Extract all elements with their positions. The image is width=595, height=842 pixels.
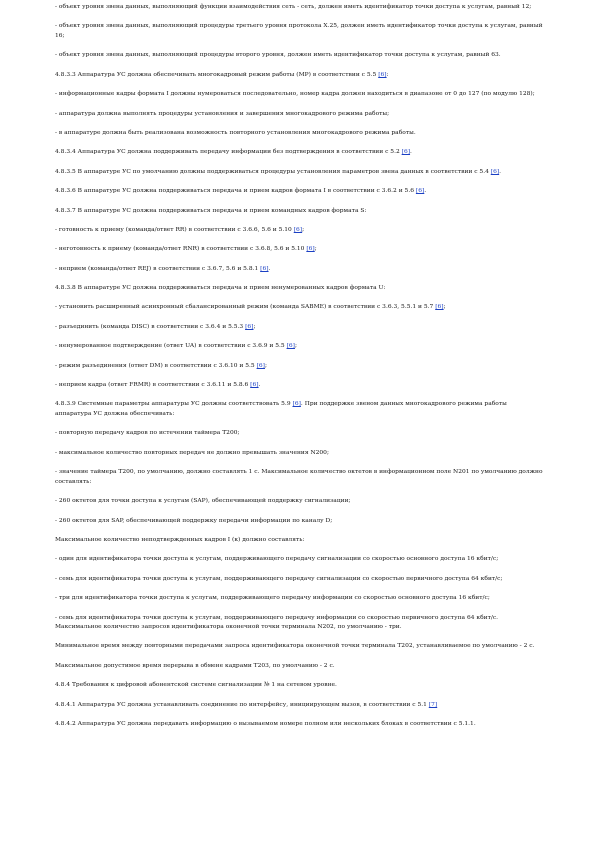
paragraph-text: 4.8.3.3 Аппаратура УС должна обеспечивать многокадровый режим работы (МР) в соответствии с 5.5: [55, 71, 379, 78]
paragraph-p19: [55, 362, 543, 372]
paragraph-p31: [55, 614, 543, 633]
reference-link[interactable]: [6]: [401, 149, 411, 156]
paragraph-text: .: [499, 168, 502, 175]
paragraph-p28: [55, 555, 543, 565]
paragraph-p14: [55, 265, 543, 275]
paragraph-text: 4.8.4 Требования к цифровой абонентской системе сигнализации № 1 на сетевом уровне.: [55, 682, 337, 689]
paragraph-text: - готовность к приему (команда/ответ RR) в соответствии с 3.6.6, 5.6 и 5.10: [55, 226, 294, 233]
paragraph-text: - ненумерованное подтверждение (ответ UA) в соответствии с 3.6.9 и 5.5: [55, 343, 287, 350]
paragraph-p10: [55, 187, 543, 197]
reference-link[interactable]: [7]: [428, 701, 438, 708]
paragraph-text: Максимальное количество неподтвержденных кадров I (к) должно составлять:: [55, 536, 305, 543]
paragraph-text: .: [258, 382, 261, 389]
paragraph-text: - информационные кадры формата I должны нумероваться последовательно, номер кадра должен находиться в диапазоне от 0 до 127 (по модулю 128);: [55, 91, 535, 98]
paragraph-text: - объект уровня звена данных, выполняющий процедуры второго уровня, должен иметь идентификатор точки доступа к услугам, равный 63.: [55, 52, 501, 59]
paragraph-p05: [55, 90, 543, 100]
paragraph-p17: [55, 323, 543, 333]
paragraph-text: - максимальное количество повторных передач не должно превышать значения N200;: [55, 449, 329, 456]
paragraph-text: - повторную передачу кадров по истечении таймера Т200;: [55, 430, 240, 437]
paragraph-p34: [55, 681, 543, 691]
paragraph-text: ;: [294, 343, 297, 350]
paragraph-text: ;: [302, 226, 305, 233]
paragraph-p27: [55, 536, 543, 546]
reference-link[interactable]: [6]: [415, 188, 425, 195]
paragraph-text: ;: [314, 246, 317, 253]
paragraph-p12: [55, 226, 543, 236]
reference-link[interactable]: [6]: [245, 323, 254, 330]
reference-link[interactable]: [6]: [256, 362, 265, 369]
paragraph-p07: [55, 129, 543, 139]
paragraph-text: .: [268, 265, 271, 272]
paragraph-text: 4.8.3.7 В аппаратуре УС должна поддерживаться передача и прием командных кадров формата S:: [55, 207, 367, 214]
paragraph-text: - один для идентификатора точки доступа к услугам, поддерживающего передачу сигнализации со скоростью основного доступа 16 кбит/с;: [55, 556, 499, 563]
paragraph-p35: [55, 701, 543, 711]
paragraph-p25: [55, 497, 543, 507]
paragraph-p06: [55, 110, 543, 120]
paragraph-p21: [55, 400, 543, 419]
paragraph-text: 4.8.3.5 В аппаратуре УС по умолчанию должны поддерживаться процедуры установления параметров звена данных в соответствии с 5.4: [55, 168, 491, 175]
paragraph-p15: [55, 284, 543, 294]
paragraph-text: - установить расширенный асинхронный сбалансированный режим (команда SABME) в соответствии с 3.6.3, 5.5.1 и 5.7: [55, 304, 436, 311]
paragraph-text: . При поддержке звеном данных многокадрового режима работы аппаратура УС должна обеспечивать:: [55, 401, 507, 417]
reference-link[interactable]: [6]: [293, 226, 303, 233]
paragraph-text: 4.8.3.8 В аппаратуре УС должна поддерживаться передача и прием ненумерованных кадров формата U:: [55, 285, 386, 292]
paragraph-text: - объект уровня звена данных, выполняющий функции взаимодействия сеть - сеть, должен иметь идентификатор точки доступа к услугам, равный 12;: [55, 4, 532, 10]
reference-link[interactable]: [6]: [490, 168, 500, 175]
paragraph-text: - неприем кадра (ответ FRMR) в соответствии с 3.6.11 и 5.8.6: [55, 382, 251, 389]
paragraph-text: Минимальное время между повторными передачами запроса идентификатора оконечной точки терминала Т202, устанавливаемое по умолчанию - 2 с.: [55, 643, 535, 650]
paragraph-text: - объект уровня звена данных, выполняющий процедуры третьего уровня протокола Х.25, должен иметь идентификатор точки доступа к услугам, равный 16;: [55, 23, 543, 39]
reference-link[interactable]: [6]: [378, 71, 387, 78]
paragraph-text: - аппаратура должна выполнять процедуры установления и завершения многокадрового режима работы;: [55, 110, 390, 117]
paragraph-p03: [55, 51, 543, 61]
paragraph-p32: [55, 642, 543, 652]
paragraph-p20: [55, 381, 543, 391]
paragraph-text: - неготовность к приему (команда/ответ RNR) в соответствии с 3.6.8, 5.6 и 5.10: [55, 246, 307, 253]
paragraph-p02: [55, 22, 543, 41]
paragraph-text: .: [424, 188, 427, 195]
paragraph-p36: [55, 720, 543, 730]
paragraph-text: - семь для идентификатора точки доступа к услугам, поддерживающего передачу сигнализации со скоростью первичного доступа 64 кбит/с;: [55, 575, 503, 582]
paragraph-p08: [55, 148, 543, 158]
paragraph-p18: [55, 342, 543, 352]
paragraph-p16: [55, 303, 543, 313]
paragraph-p29: [55, 575, 543, 585]
paragraph-text: - 260 октетов для SAP, обеспечивающей поддержку передачи информации по каналу D;: [55, 517, 333, 524]
paragraph-text: - разъединить (команда DISC) в соответствии с 3.6.4 и 5.5.3: [55, 323, 246, 330]
paragraph-p11: [55, 207, 543, 217]
paragraph-text: 4.8.4.2 Аппаратура УС должна передавать информацию о вызываемом номере полном или нескольких блоках в соответствии с 5.1.1.: [55, 721, 476, 728]
paragraph-p22: [55, 429, 543, 439]
paragraph-p30: [55, 594, 543, 604]
paragraph-text: 4.8.3.4 Аппаратура УС должна поддерживать передачу информации без подтверждения в соответствии с 5.2: [55, 149, 402, 156]
paragraph-text: .: [410, 149, 412, 156]
paragraph-text: - семь для идентификатора точки доступа к услугам, поддерживающего передачу информации со скоростью первичного доступа 64 кбит/с. Максимальное количество запросов идентификатора оконечной точки терминала N202, по умолчанию - три.: [55, 614, 499, 631]
reference-link[interactable]: [6]: [306, 246, 315, 253]
paragraph-text: 4.8.4.1 Аппаратура УС должна устанавливать соединение по интерфейсу, инициирующем вызов, в соответствии с 5.1: [55, 701, 429, 708]
paragraph-p23: [55, 449, 543, 459]
reference-link[interactable]: [6]: [250, 382, 259, 389]
paragraph-text: - значение таймера Т200, по умолчанию, должно составлять 1 с. Максимальное количество октетов в информационном поле N201 по умолчанию должно составлять:: [55, 469, 543, 485]
paragraph-text: 4.8.3.9 Системные параметры аппаратуры УС должны соответствовать 5.9: [55, 401, 293, 408]
paragraph-text: - в аппаратуре должна быть реализована возможность повторного установления многокадрового режима работы.: [55, 129, 416, 136]
paragraph-p26: [55, 517, 543, 527]
paragraph-text: 4.8.3.6 В аппаратуре УС должна поддерживаться передача и прием кадров формата I в соответствии с 3.6.2 и 5.6: [55, 188, 416, 195]
paragraph-p24: [55, 468, 543, 487]
paragraph-text: - три для идентификатора точки доступа к услугам, поддерживающего передачу информации со скоростью основного доступа 16 кбит/с;: [55, 595, 490, 602]
reference-link[interactable]: [6]: [260, 265, 269, 272]
reference-link[interactable]: [6]: [286, 343, 295, 350]
reference-link[interactable]: [6]: [292, 401, 301, 408]
paragraph-text: - 260 октетов для точки доступа к услугам (SAP), обеспечивающей поддержку сигнализации;: [55, 498, 351, 505]
reference-link[interactable]: [6]: [435, 304, 444, 311]
paragraph-text: ;: [264, 362, 267, 369]
document-body: [55, 3, 543, 730]
paragraph-p09: [55, 168, 543, 178]
paragraph-p01: [55, 3, 543, 13]
paragraph-p13: [55, 245, 543, 255]
paragraph-text: - режим разъединения (ответ DM) в соответствии с 3.6.10 и 5.5: [55, 362, 257, 369]
paragraph-text: :: [386, 71, 389, 78]
paragraph-p04: [55, 71, 543, 81]
paragraph-text: - неприем (команда/ответ REJ) в соответствии с 3.6.7, 5.6 и 5.8.1: [55, 265, 261, 272]
paragraph-text: ;: [443, 304, 446, 311]
paragraph-text: ;: [253, 323, 256, 330]
paragraph-p33: [55, 662, 543, 672]
paragraph-text: Максимальное допустимое время перерыва в обмене кадрами Т203, по умолчанию - 2 с.: [55, 662, 335, 669]
